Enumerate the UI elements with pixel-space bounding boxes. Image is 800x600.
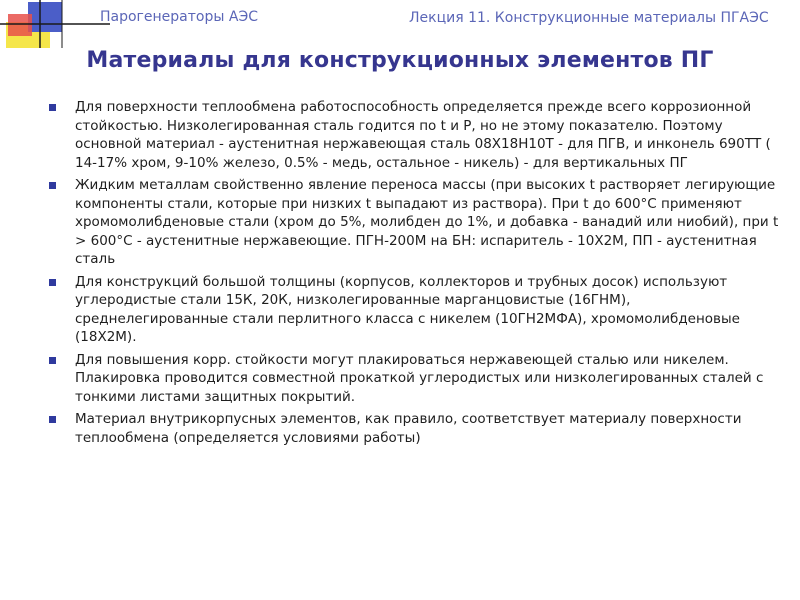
square-bullet-icon	[49, 182, 56, 189]
bullet-list	[48, 98, 783, 451]
bullet-item	[48, 98, 783, 172]
square-bullet-icon	[49, 279, 56, 286]
square-bullet-icon	[49, 357, 56, 364]
bullet-text: Жидким металлам свойственно явление переноса массы (при высоких t растворяет легирующие компоненты стали, которые при низких t выпадают из раствора). При t до 600°С применяют хромомолибденовые стали (хром до 5%, молибден до 1%, и добавка - ванадий или ниобий), при t > 600°С - аустенитные нержавеющие. ПГН-200М на БН: испаритель - 10Х2М, ПП - аустенитная сталь	[75, 177, 779, 267]
header-lecture-title: Лекция 11. Конструкционные материалы ПГАЭС	[409, 10, 769, 26]
bullet-text: Для поверхности теплообмена работоспособность определяется прежде всего коррозионной стойкостью. Низколегированная сталь годится по t и P, но не этому показателю. Поэтому основной материал - аустенитная нержавеющая сталь 08Х18Н10Т - для ПГВ, и инконель 690ТТ ( 14-17% хром, 9-10% железо, 0.5% - медь, остальное - никель) - для вертикальных ПГ	[75, 99, 771, 171]
bullet-item	[48, 273, 783, 347]
bullet-item	[48, 176, 783, 269]
square-bullet-icon	[49, 416, 56, 423]
bullet-item	[48, 351, 783, 407]
square-bullet-icon	[49, 104, 56, 111]
bullet-text: Для повышения корр. стойкости могут плакироваться нержавеющей сталью или никелем. Плакировка проводится совместной прокаткой углеродистых или низколегированных сталей с тонкими листами защитных покрытий.	[75, 351, 764, 405]
bullet-item	[48, 410, 783, 447]
bullet-text: Для конструкций большой толщины (корпусов, коллекторов и трубных досок) используют углеродистые стали 15К, 20К, низколегированные марганцовистые (16ГНМ), среднелегированные стали перлитного класса с никелем (10ГН2МФА), хромомолибденовые (18Х2М).	[75, 273, 740, 345]
header-course-title: Парогенераторы АЭС	[100, 9, 258, 25]
bullet-text: Материал внутрикорпусных элементов, как правило, соответствует материалу поверхности теплообмена (определяется условиями работы)	[75, 411, 742, 446]
slide-title: Материалы для конструкционных элементов ПГ	[86, 48, 714, 73]
logo-squares-icon	[0, 0, 110, 48]
